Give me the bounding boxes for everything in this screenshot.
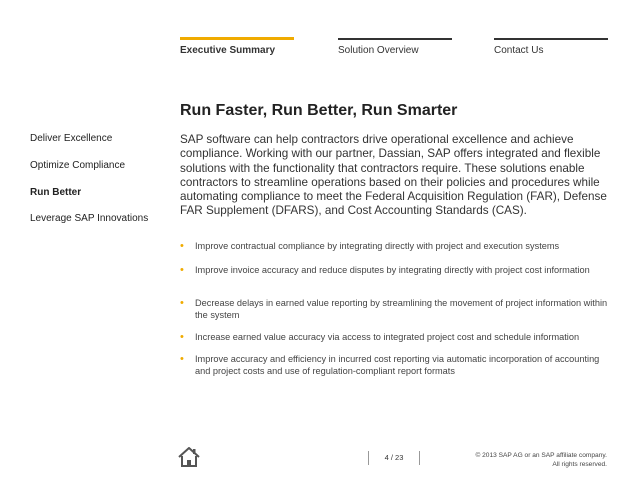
intro-paragraph: SAP software can help contractors drive operational excellence and achieve compliance. Working with our partner, Dassian, SAP offers integrated and flexible solutions with the functionality that contractors require. These solutions enable contractors to streamline operations based on their policies and procedures while automating compliance to meet the Federal Acquisition Regulation (FAR), Defense FAR Supplement (DFARS), and Cost Accounting Standards (CAS). bbox=[180, 133, 607, 218]
page-total: 23 bbox=[395, 453, 404, 462]
tab-contact-us[interactable] bbox=[494, 38, 608, 60]
tab-label: Executive Summary bbox=[180, 45, 276, 56]
tab-label: Solution Overview bbox=[338, 45, 419, 56]
list-item-text: Improve invoice accuracy and reduce disputes by integrating directly with project cost information bbox=[195, 265, 590, 275]
tab-underline bbox=[494, 38, 608, 40]
tab-underline bbox=[338, 38, 452, 40]
bullet-icon: • bbox=[180, 353, 184, 365]
bullet-icon: • bbox=[180, 297, 184, 309]
copyright bbox=[475, 451, 607, 469]
sidebar-item-run-better[interactable]: Run Better bbox=[30, 187, 82, 198]
sidebar-item-optimize-compliance[interactable]: Optimize Compliance bbox=[30, 160, 126, 171]
bullet-icon: • bbox=[180, 331, 184, 343]
copyright-line: © 2013 SAP AG or an SAP affiliate company. bbox=[475, 452, 607, 459]
tab-solution-overview[interactable] bbox=[338, 38, 452, 60]
sidebar-item-deliver-excellence[interactable]: Deliver Excellence bbox=[30, 133, 113, 144]
sidebar-item-leverage-sap-innovations[interactable]: Leverage SAP Innovations bbox=[30, 213, 149, 224]
page-indicator bbox=[368, 451, 420, 465]
list-item bbox=[180, 240, 610, 252]
copyright-line: All rights reserved. bbox=[552, 461, 607, 468]
list-item bbox=[180, 353, 610, 377]
page-separator: / bbox=[390, 453, 393, 462]
home-icon[interactable] bbox=[178, 447, 200, 467]
list-item-text: Decrease delays in earned value reporting by streamlining the movement of project information within the system bbox=[195, 298, 608, 320]
bullet-icon: • bbox=[180, 240, 184, 252]
list-item-text: Increase earned value accuracy via access to integrated project cost and schedule information bbox=[195, 332, 580, 342]
bullet-icon: • bbox=[180, 264, 184, 276]
tab-underline bbox=[180, 37, 294, 40]
list-item bbox=[180, 297, 610, 321]
tab-executive-summary[interactable] bbox=[180, 38, 294, 60]
list-item-text: Improve contractual compliance by integrating directly with project and execution systems bbox=[195, 241, 560, 251]
page-title: Run Faster, Run Better, Run Smarter bbox=[180, 102, 458, 119]
list-item bbox=[180, 264, 610, 276]
page-current: 4 bbox=[384, 453, 389, 462]
tab-label: Contact Us bbox=[494, 45, 544, 56]
list-item-text: Improve accuracy and efficiency in incurred cost reporting via automatic incorporation of accounting and project costs and use of regulation-compliant report formats bbox=[195, 354, 600, 376]
list-item bbox=[180, 331, 610, 343]
